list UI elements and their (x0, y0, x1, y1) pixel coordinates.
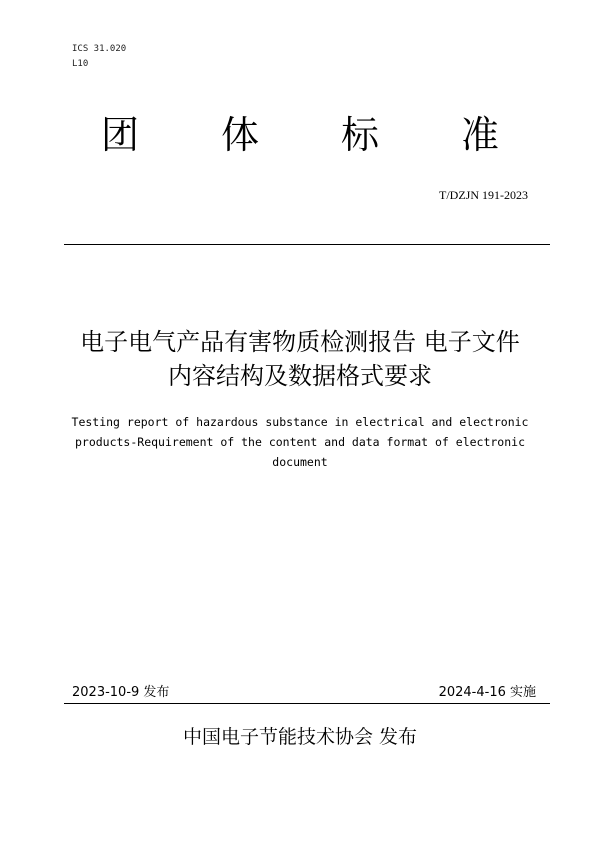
title-char: 团 (100, 113, 139, 157)
standard-code: T/DZJN 191-2023 (439, 188, 528, 202)
ccs-code: L10 (72, 59, 89, 69)
divider-bottom (64, 703, 550, 704)
classification (72, 42, 126, 72)
ics-code: ICS 31.020 (72, 44, 127, 54)
implement-date: 2024-4-16 实施 (438, 685, 536, 700)
english-title-line: Testing report of hazardous substance in electrical and electronic (71, 415, 529, 429)
title-char: 标 (340, 113, 379, 157)
chinese-title-line: 电子电气产品有害物质检测报告 电子文件 (80, 328, 520, 356)
title-char: 体 (220, 113, 259, 157)
chinese-title (0, 325, 600, 393)
document-type-title (0, 104, 600, 159)
issue-date: 2023-10-9 发布 (72, 685, 170, 700)
title-char: 准 (460, 113, 499, 157)
chinese-title-line: 内容结构及数据格式要求 (168, 362, 432, 390)
english-title (0, 412, 600, 472)
english-title-line: document (272, 455, 328, 469)
publisher: 中国电子节能技术协会 发布 (182, 726, 418, 748)
divider-top (64, 244, 550, 245)
english-title-line: products-Requirement of the content and data format of electronic (74, 435, 526, 449)
